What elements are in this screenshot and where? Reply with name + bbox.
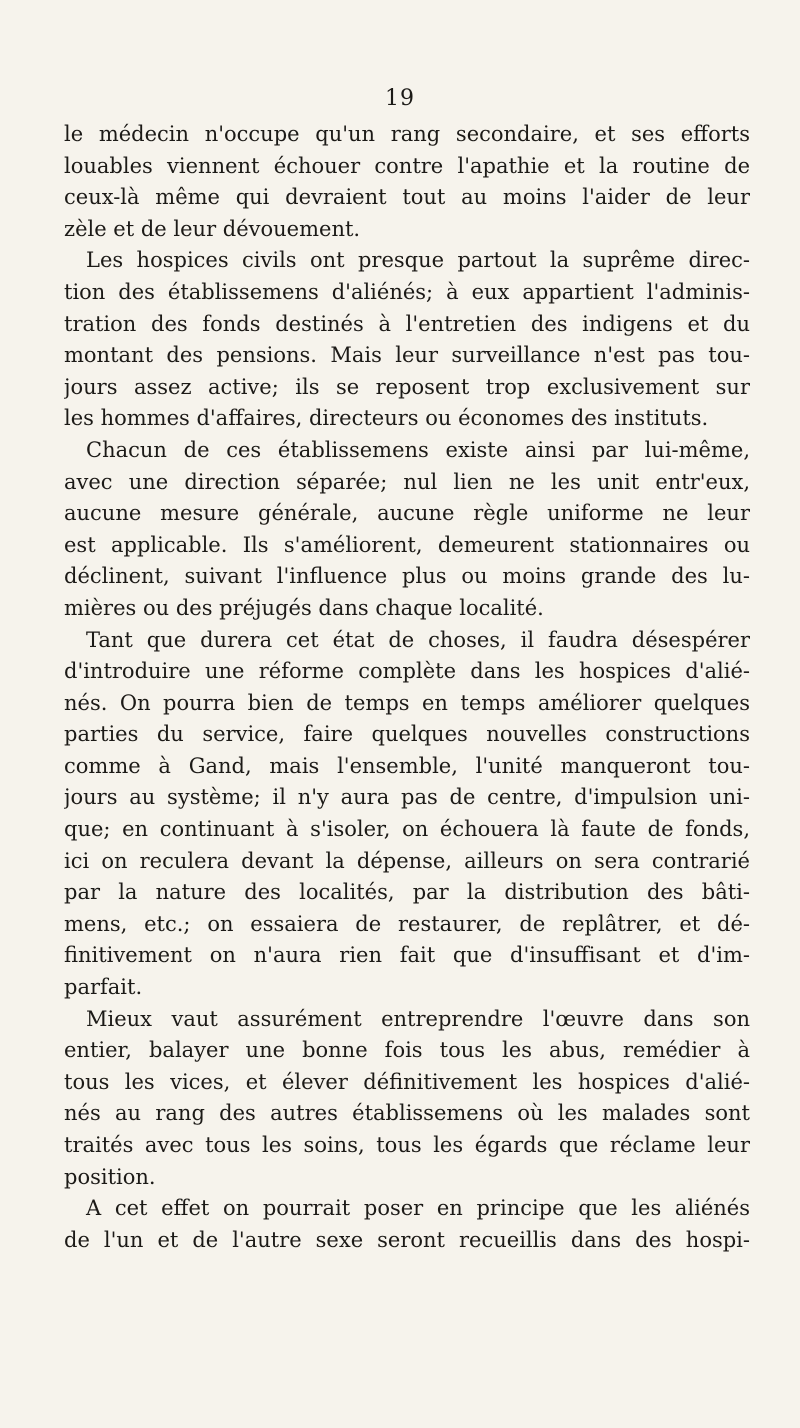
- text-line: parties du service, faire quelques nouvelles constructions: [64, 722, 750, 747]
- text-line: comme à Gand, mais l'ensemble, l'unité manqueront tou-: [64, 753, 750, 778]
- text-line: aucune mesure générale, aucune règle uniforme ne leur: [64, 501, 750, 526]
- text-line: d'introduire une réforme complète dans les hospices d'alié-: [64, 659, 750, 684]
- text-line: ceux-là même qui devraient tout au moins l'aider de leur: [64, 185, 750, 210]
- text-line: traités avec tous les soins, tous les égards que réclame leur: [64, 1133, 750, 1157]
- text-line: avec une direction séparée; nul lien ne les unit entr'eux,: [64, 469, 750, 494]
- text-line: les hommes d'affaires, directeurs ou économes des instituts.: [64, 406, 709, 431]
- text-line: louables viennent échouer contre l'apathie et la routine de: [64, 153, 750, 178]
- text-line: de l'un et de l'autre sexe seront recueillis dans des hospi-: [64, 1227, 750, 1252]
- text-line: tration des fonds destinés à l'entretien des indigens et du: [64, 311, 750, 336]
- body-text: [64, 119, 750, 1256]
- text-line: tous les vices, et élever définitivement les hospices d'alié-: [64, 1069, 750, 1094]
- text-line: nés. On pourra bien de temps en temps améliorer quelques: [64, 690, 750, 715]
- text-line: jours au système; il n'y aura pas de centre, d'impulsion uni-: [64, 785, 750, 810]
- text-line: A cet effet on pourrait poser en principe que les aliénés: [86, 1196, 750, 1221]
- text-line: que; en continuant à s'isoler, on échouera là faute de fonds,: [64, 817, 750, 842]
- text-line: ici on reculera devant la dépense, ailleurs on sera contrarié: [64, 848, 750, 873]
- text-line: Mieux vaut assurément entreprendre l'œuvre dans son: [86, 1006, 750, 1031]
- text-line: entier, balayer une bonne fois tous les abus, remédier à: [64, 1038, 750, 1063]
- text-line: le médecin n'occupe qu'un rang secondaire, et ses efforts: [64, 122, 750, 146]
- text-line: tion des établissemens d'aliénés; à eux appartient l'adminis-: [64, 279, 750, 304]
- text-line: mières ou des préjugés dans chaque localité.: [64, 595, 544, 620]
- text-line: parfait.: [64, 975, 143, 1000]
- text-line: mens, etc.; on essaiera de restaurer, de replâtrer, et dé-: [64, 911, 750, 936]
- text-line: par la nature des localités, par la distribution des bâti-: [64, 880, 750, 905]
- text-line: est applicable. Ils s'améliorent, demeurent stationnaires ou: [64, 532, 750, 557]
- page-number: 19: [385, 86, 415, 111]
- text-line: déclinent, suivant l'influence plus ou moins grande des lu-: [64, 564, 750, 589]
- text-line: zèle et de leur dévouement.: [64, 216, 361, 241]
- text-line: jours assez active; ils se reposent trop exclusivement sur: [64, 374, 750, 399]
- text-line: nés au rang des autres établissemens où les malades sont: [64, 1101, 750, 1126]
- text-line: position.: [64, 1164, 156, 1189]
- text-line: finitivement on n'aura rien fait que d'insuffisant et d'im-: [64, 943, 750, 968]
- text-line: Chacun de ces établissemens existe ainsi par lui-même,: [86, 437, 750, 462]
- text-line: Les hospices civils ont presque partout la suprême direc-: [86, 248, 750, 273]
- text-line: Tant que durera cet état de choses, il faudra désespérer: [86, 627, 750, 652]
- text-line: montant des pensions. Mais leur surveillance n'est pas tou-: [64, 343, 750, 368]
